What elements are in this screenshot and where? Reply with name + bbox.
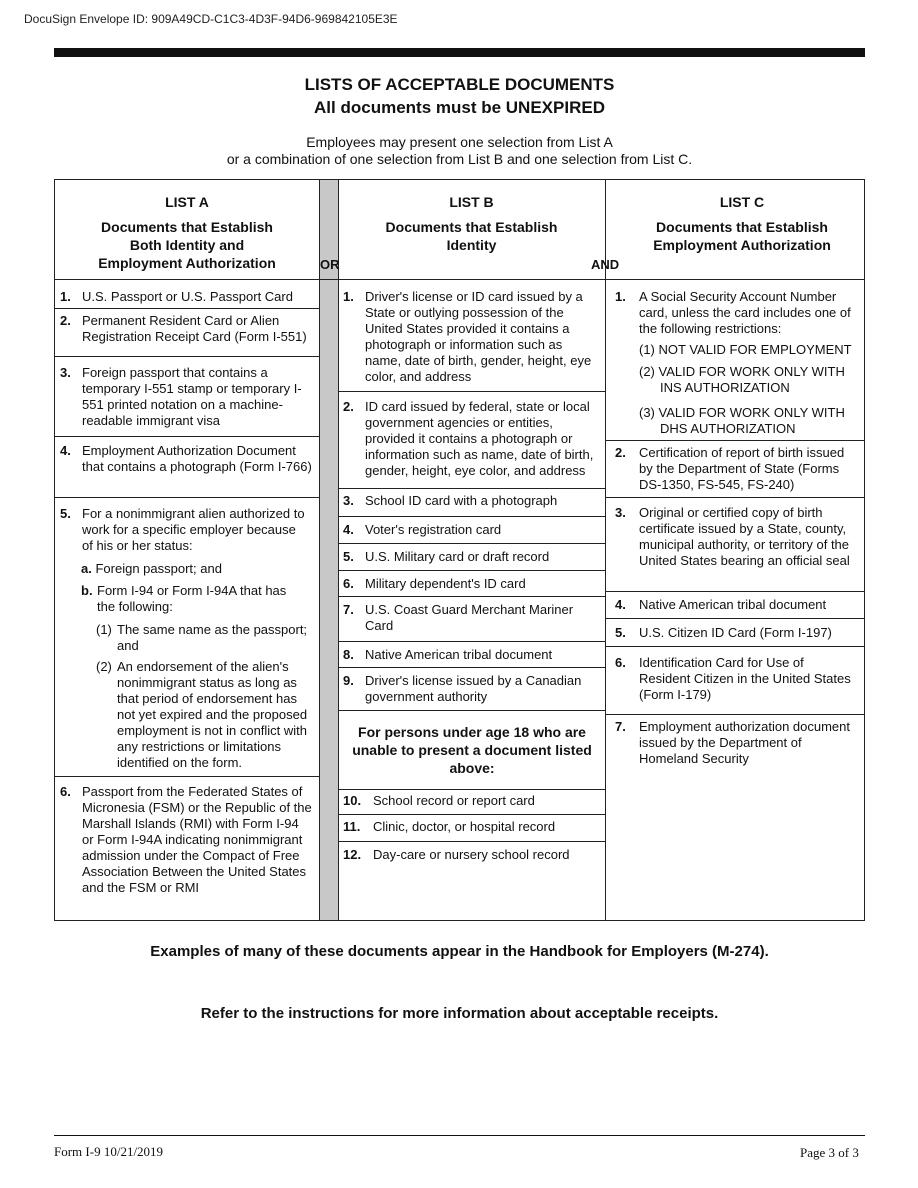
- list-c-subtitle: Documents that Establish: [656, 219, 828, 235]
- divider: [605, 180, 606, 920]
- divider: [319, 180, 320, 920]
- header-divider: [55, 279, 864, 280]
- item-text: Day-care or nursery school record: [373, 847, 570, 862]
- item-text: School record or report card: [373, 793, 535, 808]
- item-text: U.S. Citizen ID Card (Form I-197): [639, 625, 832, 640]
- item-number: 6.: [343, 576, 354, 591]
- row-divider: [55, 436, 319, 437]
- list-a-subtitle: Employment Authorization: [98, 255, 276, 271]
- item-number: 6.: [615, 655, 626, 670]
- item-text: A Social Security Account Number card, unless the card includes one of the following restrictions:: [639, 289, 851, 336]
- list-c-item: [615, 597, 858, 613]
- row-divider: [55, 308, 319, 309]
- item-text: Identification Card for Use of Resident Citizen in the United States (Form I-179): [639, 655, 851, 702]
- item-text: Driver's license issued by a Canadian government authority: [365, 673, 582, 704]
- list-c-header: [620, 193, 864, 254]
- item-number: 1.: [615, 289, 626, 304]
- sub-label: a.: [81, 561, 92, 576]
- list-a-item: [60, 365, 306, 429]
- item-text: U.S. Military card or draft record: [365, 549, 550, 564]
- row-divider: [338, 710, 605, 711]
- list-c-item: [615, 719, 858, 767]
- item-number: 5.: [343, 549, 354, 564]
- item-text: U.S. Passport or U.S. Passport Card: [82, 289, 293, 304]
- list-a-subitem: [81, 561, 311, 577]
- row-divider: [338, 516, 605, 517]
- item-text: Original or certified copy of birth certificate issued by a State, county, municipal authority, or territory of the United States bearing an official seal: [639, 505, 850, 568]
- list-c-restriction: (1) NOT VALID FOR EMPLOYMENT: [639, 342, 852, 357]
- receipts-note: Refer to the instructions for more information about acceptable receipts.: [200, 1005, 719, 1022]
- sub-label: (1): [96, 622, 112, 637]
- handbook-note: Examples of many of these documents appear in the Handbook for Employers (M-274).: [150, 943, 769, 960]
- row-divider: [338, 543, 605, 544]
- footer-rule: [54, 1135, 865, 1136]
- list-a-item: [60, 506, 306, 554]
- row-divider: [605, 618, 864, 619]
- item-number: 3.: [343, 493, 354, 508]
- row-divider: [338, 570, 605, 571]
- item-number: 4.: [60, 443, 71, 458]
- list-c-item: [615, 655, 858, 703]
- intro-line-1: Employees may present one selection from List A: [306, 134, 613, 150]
- row-divider: [605, 440, 864, 441]
- item-text: Voter's registration card: [365, 522, 502, 537]
- list-b-item: [343, 647, 601, 663]
- list-b-item: [343, 522, 601, 538]
- list-b-header: [338, 193, 605, 254]
- list-a-item: [60, 313, 318, 345]
- list-a-title: LIST A: [165, 194, 209, 210]
- item-text: Military dependent's ID card: [365, 576, 526, 591]
- sub-label: (2): [96, 659, 112, 674]
- item-number: 11.: [343, 819, 361, 834]
- item-number: 3.: [615, 505, 626, 520]
- item-number: 2.: [343, 399, 354, 414]
- item-number: 9.: [343, 673, 354, 688]
- list-b-subtitle: Identity: [446, 237, 497, 253]
- sub-text: An endorsement of the alien's nonimmigrant status as long as that period of endorsement has not yet expired and the proposed employment is not in conflict with any restrictions or limitations identified on the form.: [117, 659, 308, 770]
- list-b-item: [343, 793, 601, 809]
- row-divider: [605, 497, 864, 498]
- page-title: LISTS OF ACCEPTABLE DOCUMENTS: [304, 75, 615, 94]
- documents-table: [54, 179, 865, 921]
- item-number: 2.: [615, 445, 626, 460]
- row-divider: [605, 714, 864, 715]
- list-a-subitem: [81, 583, 301, 615]
- row-divider: [55, 776, 319, 777]
- item-number: 1.: [60, 289, 71, 304]
- list-b-title: LIST B: [449, 194, 494, 210]
- list-b-item: [343, 673, 601, 705]
- row-divider: [338, 391, 605, 392]
- sub-text: Form I-94 or Form I-94A that has the following:: [97, 583, 287, 614]
- header-bar: [54, 48, 865, 57]
- item-number: 6.: [60, 784, 71, 799]
- item-number: 1.: [343, 289, 354, 304]
- item-text: Employment authorization document issued by the Department of Homeland Security: [639, 719, 851, 766]
- item-number: 8.: [343, 647, 354, 662]
- item-text: School ID card with a photograph: [365, 493, 558, 508]
- item-number: 7.: [615, 719, 626, 734]
- or-label: OR: [320, 257, 340, 272]
- item-text: Native American tribal document: [639, 597, 827, 612]
- item-text: Permanent Resident Card or Alien Registration Receipt Card (Form I-551): [82, 313, 307, 344]
- list-a-item: [60, 289, 315, 305]
- sub-text: The same name as the passport; and: [117, 622, 308, 653]
- list-b-subtitle: Documents that Establish: [385, 219, 558, 235]
- item-text: Native American tribal document: [365, 647, 553, 662]
- item-text: Clinic, doctor, or hospital record: [373, 819, 556, 834]
- item-number: 5.: [615, 625, 626, 640]
- list-b-item: [343, 549, 601, 565]
- row-divider: [338, 488, 605, 489]
- row-divider: [605, 646, 864, 647]
- and-label: AND: [591, 257, 620, 272]
- item-number: 4.: [343, 522, 354, 537]
- list-c-item: [615, 289, 858, 337]
- row-divider: [338, 667, 605, 668]
- sub-label: b.: [81, 583, 93, 598]
- row-divider: [338, 814, 605, 815]
- list-b-item: [343, 576, 601, 592]
- list-a-subtitle: Both Identity and: [129, 237, 245, 253]
- row-divider: [55, 497, 319, 498]
- list-c-title: LIST C: [719, 194, 765, 210]
- item-number: 2.: [60, 313, 71, 328]
- list-b-item: [343, 847, 601, 863]
- divider: [338, 180, 339, 920]
- row-divider: [338, 789, 605, 790]
- list-b-item: [343, 289, 601, 385]
- list-a-subitem: [96, 659, 315, 771]
- row-divider: [55, 356, 319, 357]
- list-a-item: [60, 784, 312, 896]
- row-divider: [338, 596, 605, 597]
- list-c-restriction: (2) VALID FOR WORK ONLY WITH INS AUTHORIZATION: [639, 364, 845, 395]
- item-number: 7.: [343, 602, 354, 617]
- item-number: 5.: [60, 506, 71, 521]
- list-a-item: [60, 443, 312, 475]
- list-c-subtitle: Employment Authorization: [653, 237, 831, 253]
- item-number: 12.: [343, 847, 362, 862]
- intro-line-2: or a combination of one selection from List B and one selection from List C.: [226, 151, 693, 167]
- item-text: ID card issued by federal, state or local government agencies or entities, provided it contains a photograph or information such as name, date of birth, gender, height, eye color, and address: [365, 399, 594, 478]
- row-divider: [605, 591, 864, 592]
- list-b-item: [343, 493, 601, 509]
- item-text: Employment Authorization Document that contains a photograph (Form I-766): [82, 443, 312, 474]
- item-text: Passport from the Federated States of Micronesia (FSM) or the Republic of the Marshall Islands (RMI) with Form I-94 or Form I-94A indicating nonimmigrant admission under the Compact of Free Association Between the United States and the FSM or RMI: [82, 784, 312, 895]
- list-c-item: [615, 625, 858, 641]
- list-c-restriction: (3) VALID FOR WORK ONLY WITH DHS AUTHORIZATION: [639, 405, 845, 436]
- item-number: 4.: [615, 597, 626, 612]
- form-id: Form I-9 10/21/2019: [54, 1144, 164, 1159]
- item-text: Certification of report of birth issued by the Department of State (Forms DS-1350, FS-545, FS-240): [639, 445, 845, 492]
- list-a-subitem: [96, 622, 316, 654]
- item-text: Driver's license or ID card issued by a State or outlying possession of the United States provided it contains a photograph or information such as name, date of birth, gender, height, eye color, and address: [365, 289, 592, 384]
- sub-text: Foreign passport; and: [95, 561, 222, 576]
- item-number: 3.: [60, 365, 71, 380]
- item-text: Foreign passport that contains a temporary I-551 stamp or temporary I-551 printed notation on a machine-readable immigrant visa: [82, 365, 302, 428]
- page-subtitle: All documents must be UNEXPIRED: [314, 98, 605, 117]
- envelope-id: DocuSign Envelope ID: 909A49CD-C1C3-4D3F-94D6-969842105E3E: [24, 12, 398, 26]
- list-b-item: [343, 602, 593, 634]
- item-text: For a nonimmigrant alien authorized to work for a specific employer because of his or her status:: [82, 506, 305, 553]
- list-c-item: [615, 445, 858, 493]
- list-a-subtitle: Documents that Establish: [101, 219, 273, 235]
- item-text: U.S. Coast Guard Merchant Mariner Card: [365, 602, 574, 633]
- list-a-header: [55, 193, 319, 272]
- list-b-item: [343, 399, 603, 479]
- or-separator-band: [319, 180, 338, 920]
- list-c-item: [615, 505, 858, 569]
- page-number: Page 3 of 3: [800, 1145, 859, 1160]
- item-number: 10.: [343, 793, 362, 808]
- list-b-item: [343, 819, 601, 835]
- minor-heading: For persons under age 18 who are unable to present a document listed above:: [352, 724, 592, 776]
- row-divider: [338, 841, 605, 842]
- row-divider: [338, 641, 605, 642]
